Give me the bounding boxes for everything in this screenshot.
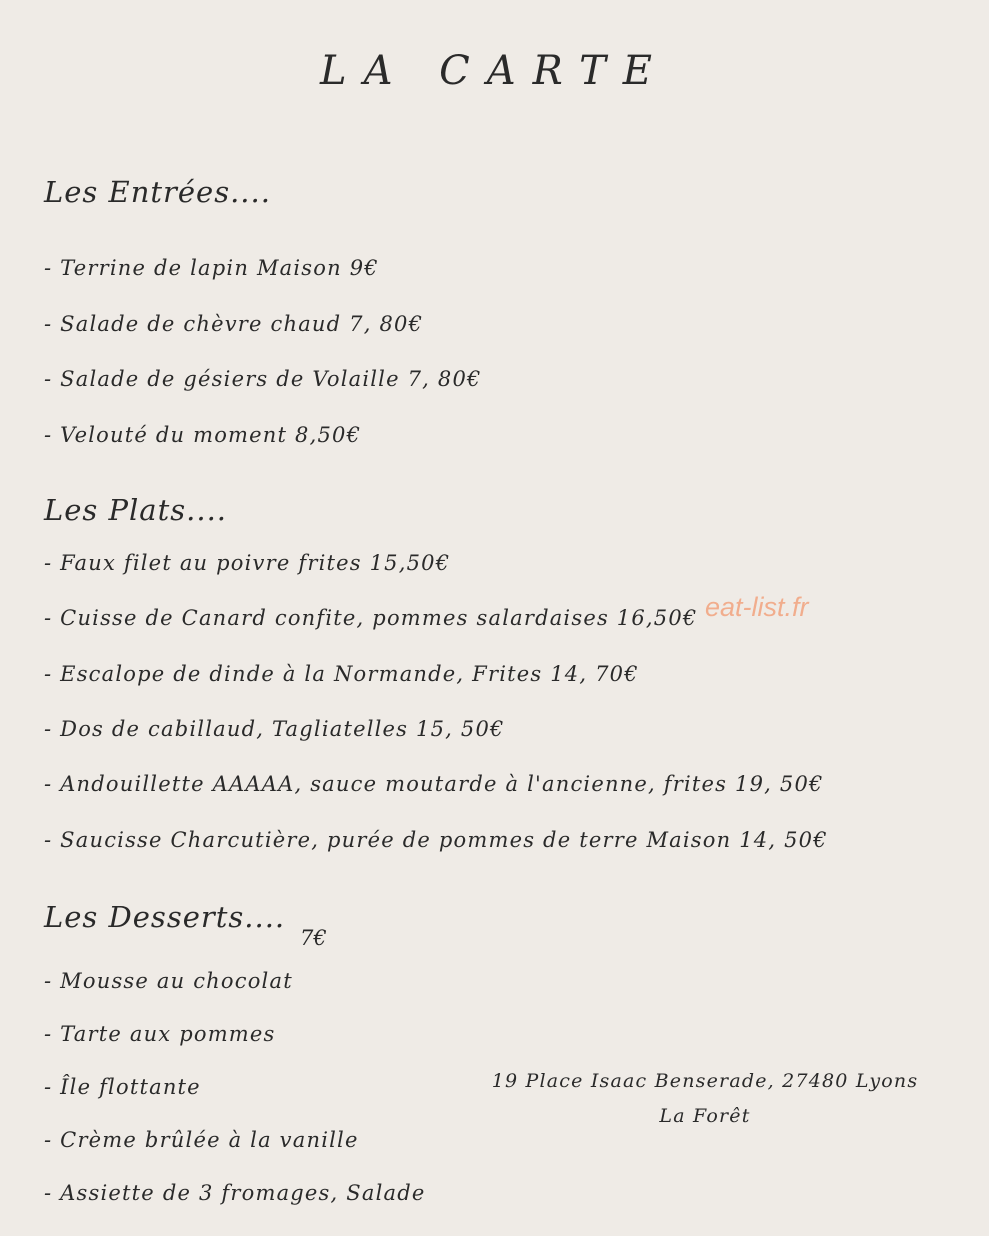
watermark-text: eat-list.fr bbox=[705, 592, 809, 622]
list-item: - Crème brûlée à la vanille bbox=[44, 1128, 359, 1152]
list-item: - Escalope de dinde à la Normande, Frites 14, 70€ bbox=[44, 662, 639, 686]
dessert-price: 7€ bbox=[300, 926, 327, 950]
list-item: - Saucisse Charcutière, purée de pommes de terre Maison 14, 50€ bbox=[44, 828, 828, 852]
section-title-desserts: Les Desserts.... bbox=[44, 900, 286, 934]
menu-title: LA CARTE bbox=[320, 48, 669, 94]
list-item: - Mousse au chocolat bbox=[44, 969, 293, 993]
list-item: - Salade de gésiers de Volaille 7, 80€ bbox=[44, 367, 482, 391]
list-item: - Dos de cabillaud, Tagliatelles 15, 50€ bbox=[44, 717, 505, 741]
section-title-entrees: Les Entrées.... bbox=[44, 175, 271, 209]
address-line-2: La Forêt bbox=[659, 1105, 751, 1127]
list-item: - Velouté du moment 8,50€ bbox=[44, 423, 362, 447]
address-line-1: 19 Place Isaac Benserade, 27480 Lyons bbox=[491, 1070, 919, 1092]
list-item: - Île flottante bbox=[44, 1075, 201, 1099]
list-item: - Cuisse de Canard confite, pommes salardaises 16,50€ bbox=[44, 606, 698, 630]
section-title-plats: Les Plats.... bbox=[44, 493, 228, 527]
list-item: - Salade de chèvre chaud 7, 80€ bbox=[44, 312, 424, 336]
list-item: - Andouillette AAAAA, sauce moutarde à l'ancienne, frites 19, 50€ bbox=[44, 772, 824, 796]
restaurant-address bbox=[455, 1064, 955, 1134]
list-item: - Tarte aux pommes bbox=[44, 1022, 276, 1046]
list-item: - Terrine de lapin Maison 9€ bbox=[44, 256, 379, 280]
list-item: - Assiette de 3 fromages, Salade bbox=[44, 1181, 426, 1205]
list-item: - Faux filet au poivre frites 15,50€ bbox=[44, 551, 451, 575]
